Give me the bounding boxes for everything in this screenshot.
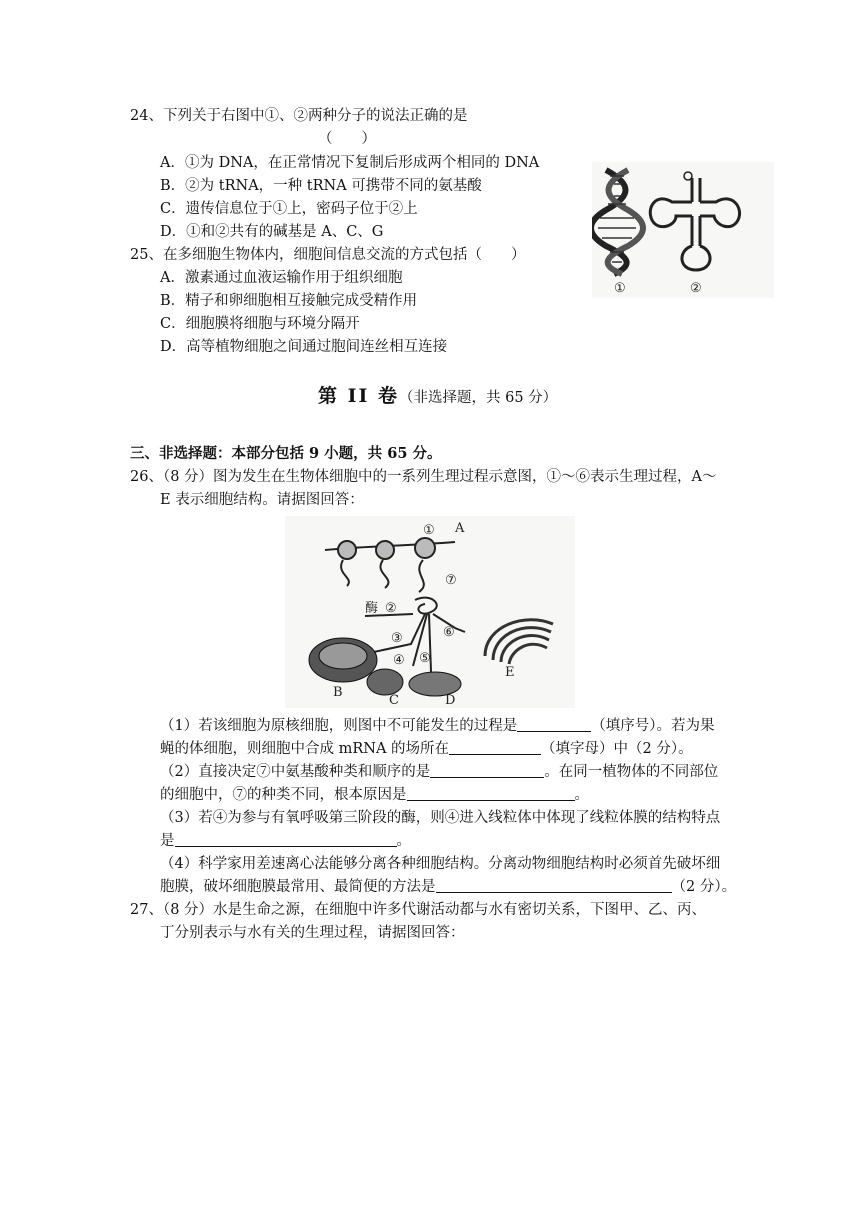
- q26-part-1-line-2: 蝇的体细胞，则细胞中合成 mRNA 的场所在 （填字母）中（2 分）。: [160, 741, 693, 757]
- q27-stem-line-1: 27、（8 分）水是生命之源，在细胞中许多代谢活动都与水有密切关系，下图甲、乙、丙、: [130, 902, 707, 918]
- q26-part-3-line-2: 是 。: [160, 833, 411, 849]
- q24-option-c: C．遗传信息位于①上，密码子位于②上: [160, 201, 418, 217]
- label-circled-2: ②: [385, 601, 397, 616]
- figure-label-1: ①: [614, 281, 626, 296]
- ribosome: [415, 538, 435, 558]
- label-circled-4: ④: [393, 653, 405, 668]
- mitochondrion-structure-c: [367, 669, 403, 695]
- label-structure-d: D: [445, 693, 456, 708]
- trna-cloverleaf: [650, 172, 739, 270]
- dna-double-helix: [592, 170, 643, 274]
- section-2-title-sub: （非选择题，共 65 分）: [399, 390, 558, 406]
- q26-part-2-line-2: 的细胞中，⑦的种类不同，根本原因是 。: [160, 787, 589, 803]
- answer-blank[interactable]: [175, 832, 397, 847]
- answer-blank[interactable]: [407, 786, 575, 801]
- figure-label-2: ②: [690, 281, 702, 296]
- q26-stem-line-2: E 表示细胞结构。请据图回答：: [160, 492, 364, 508]
- dna-trna-drawing: [592, 162, 774, 298]
- q24-option-b: B．②为 tRNA，一种 tRNA 可携带不同的氨基酸: [160, 178, 482, 194]
- answer-blank[interactable]: [436, 878, 672, 893]
- section-2-title: [318, 386, 557, 408]
- label-structure-e: E: [505, 665, 515, 680]
- label-structure-b: B: [333, 685, 343, 700]
- ribosome: [376, 541, 394, 559]
- endoplasmic-reticulum-structure-e: [485, 620, 553, 664]
- polypeptide-chain: [380, 560, 388, 588]
- dna-trna-figure: [592, 162, 774, 298]
- label-circled-7: ⑦: [445, 573, 457, 588]
- q24-stem: 24、下列关于右图中①、②两种分子的说法正确的是: [130, 108, 468, 124]
- q26-part-2-line-1: （2）直接决定⑦中氨基酸种类和顺序的是 。在同一植物体的不同部位: [160, 764, 719, 780]
- label-circled-6: ⑥: [443, 625, 455, 640]
- q25-option-d: D．高等植物细胞之间通过胞间连丝相互连接: [160, 339, 448, 355]
- q25-option-c: C．细胞膜将细胞与环境分隔开: [160, 316, 360, 332]
- label-structure-c: C: [389, 693, 399, 708]
- answer-blank[interactable]: [449, 740, 541, 755]
- q25-option-a: A．激素通过血液运输作用于组织细胞: [160, 270, 403, 286]
- q26-stem-line-1: 26、（8 分）图为发生在生物体细胞中的一系列生理过程示意图，①～⑥表示生理过程，A～: [130, 469, 717, 485]
- section-3-heading: 三、非选择题：本部分包括 9 小题，共 65 分。: [130, 445, 442, 462]
- q26-part-3-line-1: （3）若④为参与有氧呼吸第三阶段的酶，则④进入线粒体中体现了线粒体膜的结构特点: [160, 810, 721, 826]
- q26-part-1-line-1: （1）若该细胞为原核细胞，则图中不可能发生的过程是 （填序号）。若为果: [160, 718, 715, 734]
- label-enzyme: 酶: [365, 601, 379, 616]
- answer-blank[interactable]: [430, 763, 544, 778]
- q25-stem: 25、在多细胞生物体内，细胞间信息交流的方式包括（ ）: [130, 247, 526, 263]
- label-circled-5: ⑤: [419, 651, 431, 666]
- cell-process-figure: [285, 516, 575, 708]
- q24-answer-paren: （ ）: [318, 131, 376, 147]
- polypeptide-chain: [341, 560, 349, 586]
- label-structure-a: A: [455, 521, 465, 536]
- label-circled-3: ③: [391, 631, 403, 646]
- q26-part-4-line-1: （4）科学家用差速离心法能够分离各种细胞结构。分离动物细胞结构时必须首先破坏细: [160, 856, 721, 872]
- ribosome: [338, 541, 356, 559]
- answer-blank[interactable]: [517, 717, 591, 732]
- q24-option-d: D．①和②共有的碱基是 A、C、G: [160, 224, 384, 240]
- folded-protein: [415, 598, 437, 614]
- cell-process-drawing: [285, 516, 575, 708]
- q25-option-b: B．精子和卵细胞相互接触完成受精作用: [160, 293, 418, 309]
- q26-part-4-line-2: 胞膜，破坏细胞膜最常用、最简便的方法是 （2 分）。: [160, 879, 737, 895]
- q24-option-a: A．①为 DNA，在正常情况下复制后形成两个相同的 DNA: [160, 155, 540, 171]
- section-2-title-main: 第 II 卷: [318, 385, 400, 407]
- q27-stem-line-2: 丁分别表示与水有关的生理过程，请据图回答：: [160, 925, 465, 941]
- label-circled-1: ①: [423, 523, 435, 538]
- polypeptide-chain: [419, 560, 424, 592]
